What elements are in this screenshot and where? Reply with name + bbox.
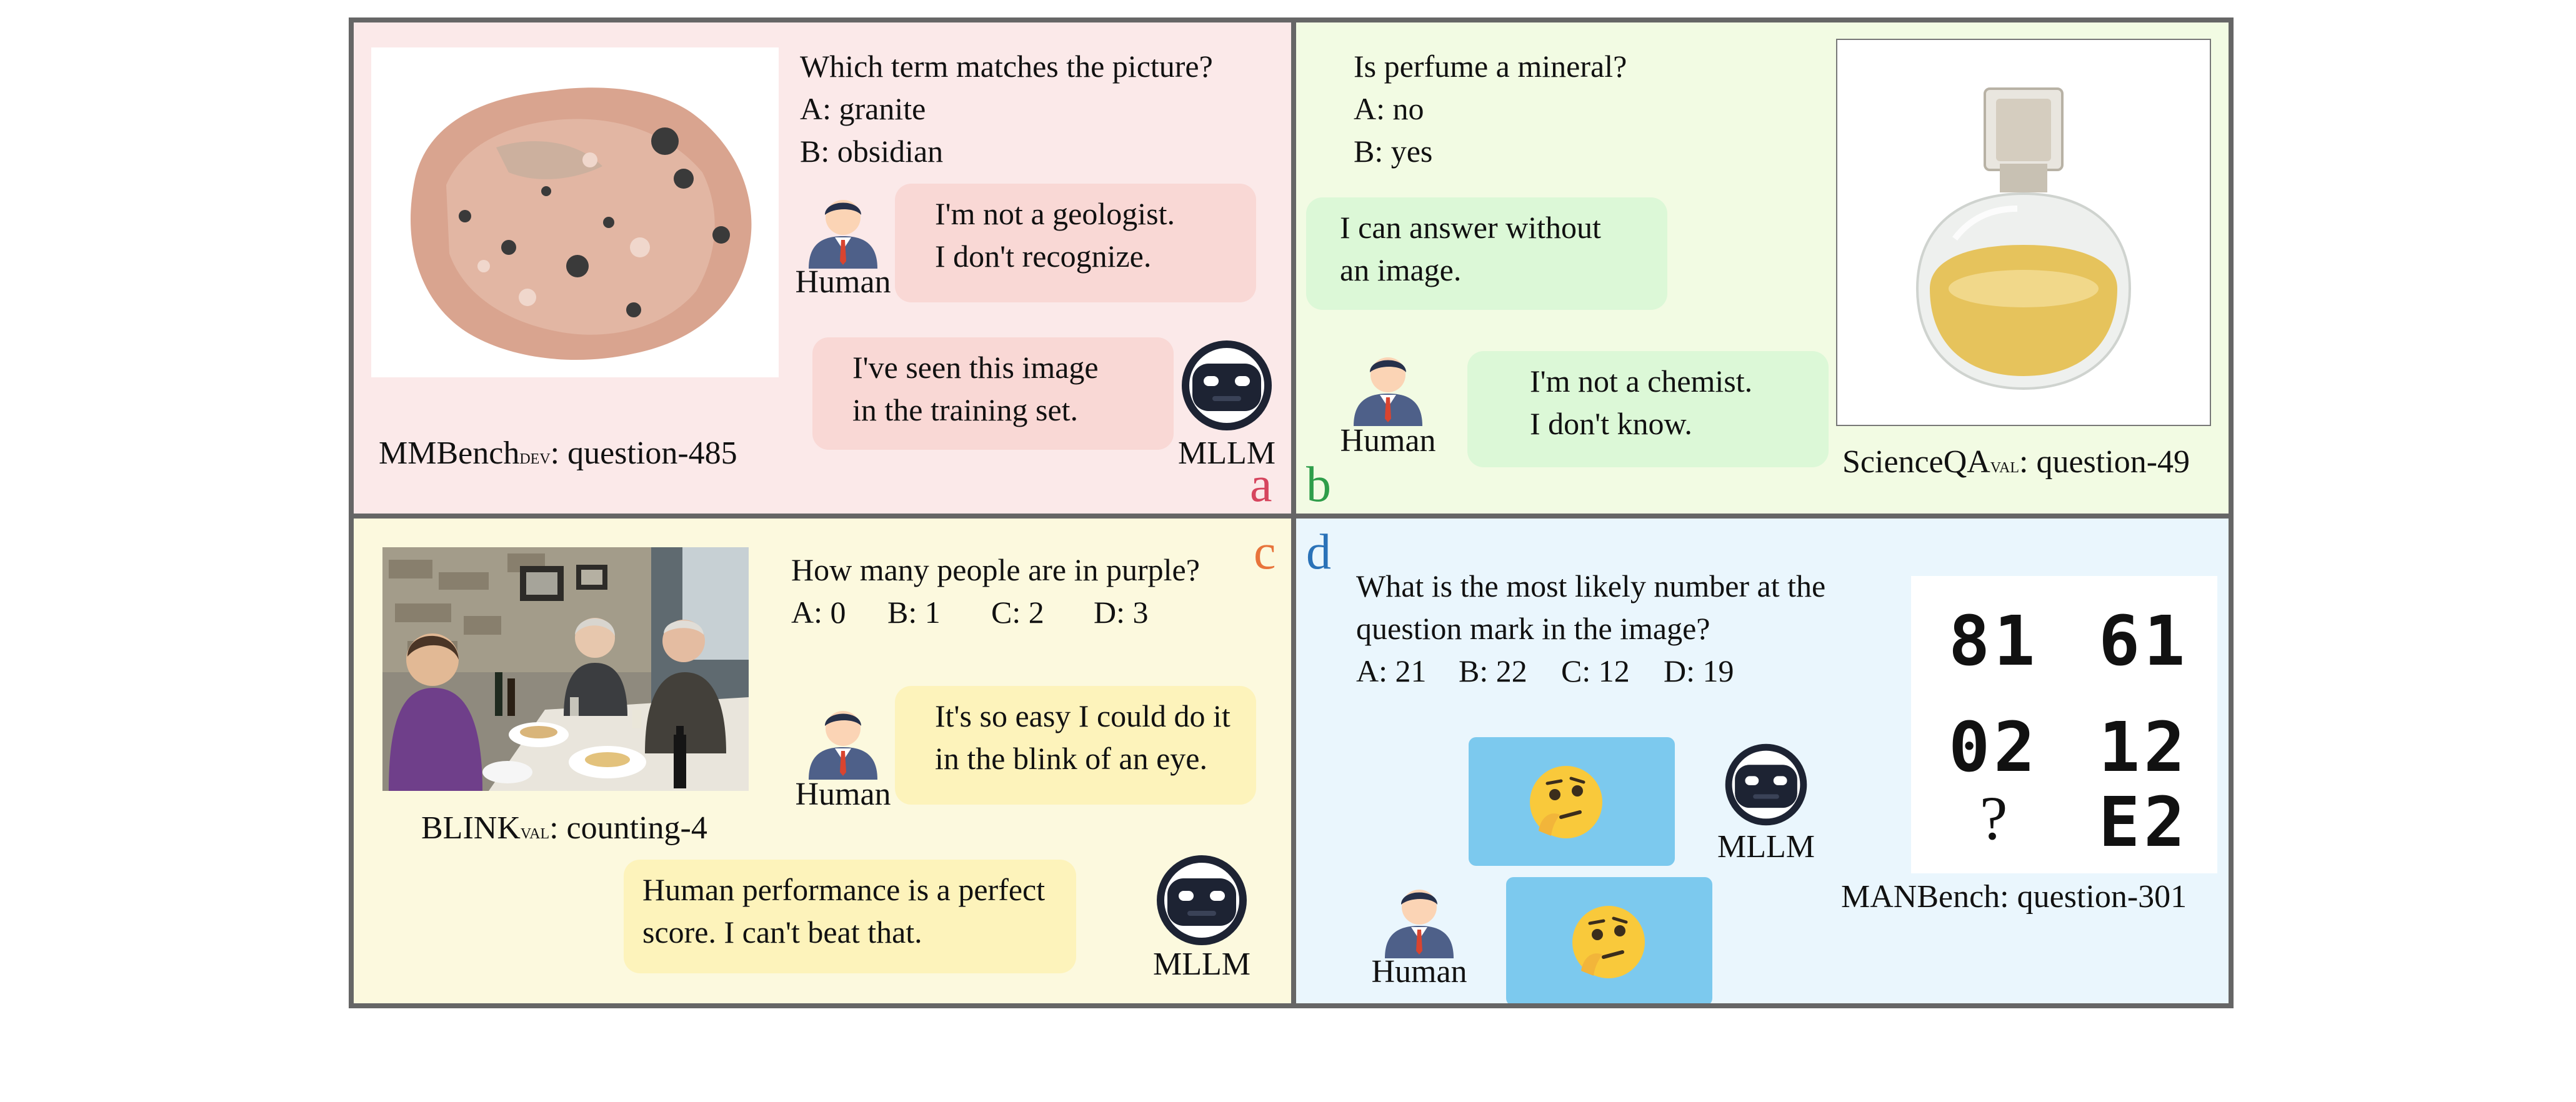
panel-letter-d: d	[1306, 525, 1331, 580]
question-a: Which term matches the picture?	[800, 49, 1213, 84]
digit-cell: 12	[2099, 707, 2189, 787]
option-d-a: A: 21	[1356, 653, 1427, 688]
human-icon	[802, 187, 884, 269]
panel-letter-c: c	[1254, 525, 1276, 580]
digit-cell: E2	[2099, 782, 2189, 862]
source-manbench: MANBench: question-301	[1841, 879, 2187, 915]
human-speech-bubble-c	[895, 686, 1256, 805]
panel-letter-b: b	[1306, 457, 1331, 512]
panel-letter-a: a	[1250, 457, 1272, 512]
source-scienceqa: ScienceQAVAL: question-49	[1842, 444, 2190, 480]
option-c-c: C: 2	[991, 595, 1044, 630]
question-d-line2: question mark in the image?	[1356, 611, 1710, 646]
mllm-speech-line1: I've seen this image	[852, 350, 1099, 385]
option-c-a: A: 0	[791, 595, 846, 630]
mllm-thinking-bubble	[1469, 737, 1675, 866]
option-a-granite: A: granite	[800, 91, 926, 126]
human-speech-line2: I don't recognize.	[935, 239, 1152, 274]
rock-image	[371, 47, 779, 377]
option-b-obsidian: B: obsidian	[800, 134, 944, 169]
mllm-robot-icon	[1155, 853, 1249, 947]
human-label-b: Human	[1340, 423, 1436, 459]
human-speech-line2: in the blink of an eye.	[935, 741, 1207, 776]
human-speech-line2: I don't know.	[1530, 406, 1692, 441]
question-mark-cell: ?	[1980, 783, 2008, 853]
mllm-speech-line2: score. I can't beat that.	[642, 915, 922, 950]
panel-a	[354, 22, 1294, 516]
question-b: Is perfume a mineral?	[1354, 49, 1627, 84]
human-speech-line1: I'm not a geologist.	[935, 196, 1175, 231]
option-a-no: A: no	[1354, 91, 1424, 126]
human-speech-line1: I'm not a chemist.	[1530, 364, 1753, 399]
human-label-a: Human	[795, 264, 891, 300]
option-c-b: B: 1	[887, 595, 941, 630]
mllm-speech-bubble-c	[624, 860, 1076, 973]
option-d-c: C: 12	[1561, 653, 1630, 688]
llm-speech-line2: an image.	[1340, 252, 1462, 287]
restaurant-photo	[382, 547, 749, 791]
mllm-label-a: MLLM	[1178, 435, 1276, 471]
source-blink: BLINKVAL: counting-4	[421, 810, 707, 846]
source-mmbench: MMBenchDEV: question-485	[379, 435, 737, 471]
thinking-face-icon	[1526, 762, 1606, 842]
mllm-speech-line1: Human performance is a perfect	[642, 872, 1046, 907]
question-c: How many people are in purple?	[791, 552, 1200, 587]
option-d-d: D: 19	[1664, 653, 1734, 688]
mllm-robot-icon	[1180, 339, 1274, 432]
question-d-line1: What is the most likely number at the	[1356, 568, 1826, 603]
human-speech-line1: It's so easy I could do it	[935, 698, 1231, 733]
human-icon	[802, 698, 884, 780]
option-c-d: D: 3	[1094, 595, 1149, 630]
human-speech-bubble-b	[1467, 351, 1829, 467]
mllm-label-d: MLLM	[1717, 829, 1815, 865]
llm-speech-bubble-b	[1306, 197, 1667, 310]
human-thinking-bubble	[1506, 877, 1712, 1003]
mllm-speech-line2: in the training set.	[852, 392, 1079, 427]
option-b-yes: B: yes	[1354, 134, 1433, 169]
panel-c	[354, 516, 1294, 1003]
human-icon	[1347, 345, 1429, 426]
human-icon	[1379, 877, 1460, 958]
digit-cell: 61	[2099, 601, 2189, 681]
human-label-c: Human	[795, 777, 891, 812]
panel-b	[1294, 22, 2229, 516]
mllm-speech-bubble-a	[812, 337, 1174, 450]
human-label-d: Human	[1371, 954, 1467, 990]
digit-cell: 81	[1949, 601, 2039, 681]
vertical-divider	[1291, 22, 1296, 1003]
panel-d	[1294, 516, 2229, 1003]
horizontal-divider	[354, 514, 2229, 519]
mllm-label-c: MLLM	[1153, 946, 1251, 982]
option-d-b: B: 22	[1459, 653, 1527, 688]
mllm-robot-icon	[1724, 742, 1809, 827]
digit-cell: 02	[1949, 707, 2039, 787]
perfume-bottle-image	[1836, 39, 2211, 426]
thinking-face-icon	[1569, 902, 1649, 982]
human-speech-bubble-a	[895, 184, 1256, 302]
llm-speech-line1: I can answer without	[1340, 210, 1601, 245]
figure-grid	[349, 17, 2234, 1008]
digit-puzzle-image	[1911, 576, 2217, 873]
